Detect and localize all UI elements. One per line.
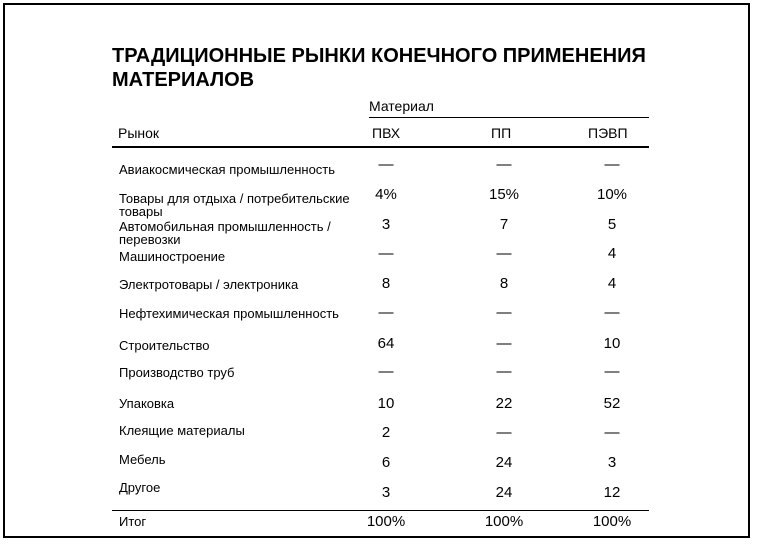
group-header-rule (369, 117, 649, 118)
cell-pp: — (496, 424, 512, 441)
cell-pp: 24 (495, 454, 513, 471)
total-hdpe: 100% (592, 513, 632, 530)
row-label: Товары для отдыха / потребительские товары (119, 191, 350, 219)
cell-hdpe: — (604, 424, 620, 441)
cell-pp: — (496, 245, 512, 262)
row-label: Клеящие материалы (119, 423, 245, 438)
page-title: ТРАДИЦИОННЫЕ РЫНКИ КОНЕЧНОГО ПРИМЕНЕНИЯ МАТЕРИАЛОВ (112, 45, 646, 91)
row-label: Производство труб (119, 365, 235, 380)
cell-pvc: 4% (375, 186, 397, 203)
cell-pp: 24 (495, 484, 513, 501)
total-pp: 100% (484, 513, 524, 530)
row-label: Строительство (119, 338, 210, 353)
cell-hdpe: 12 (603, 484, 621, 501)
row-label: Другое (119, 480, 161, 495)
cell-hdpe: — (604, 363, 620, 380)
row-label: Упаковка (119, 396, 175, 411)
row-label: Мебель (119, 452, 166, 467)
header-rule (112, 146, 649, 148)
cell-pvc: 2 (381, 424, 391, 441)
cell-hdpe: 4 (607, 245, 617, 262)
cell-hdpe: 3 (607, 454, 617, 471)
total-label: Итог (119, 514, 147, 529)
cell-pp: — (496, 335, 512, 352)
material-group-header: Материал (369, 98, 434, 114)
cell-hdpe: 4 (607, 275, 617, 292)
column-header-pvc: ПВХ (372, 125, 401, 141)
cell-pvc: 10 (377, 395, 395, 412)
cell-pvc: 64 (377, 335, 395, 352)
cell-pvc: 6 (381, 454, 391, 471)
cell-hdpe: 10 (603, 335, 621, 352)
cell-pp: 8 (499, 275, 509, 292)
cell-pvc: 8 (381, 275, 391, 292)
cell-pp: — (496, 363, 512, 380)
row-label: Электротовары / электроника (119, 277, 299, 292)
column-header-market: Рынок (118, 125, 160, 141)
cell-pp: 22 (495, 395, 513, 412)
row-label: Авиакосмическая промышленность (119, 162, 336, 177)
cell-pvc: — (378, 156, 394, 173)
cell-pvc: — (378, 304, 394, 321)
row-label: Автомобильная промышленность / перевозки (119, 219, 331, 247)
column-header-pp: ПП (491, 125, 512, 141)
total-pvc: 100% (366, 513, 406, 530)
total-rule (112, 510, 649, 511)
row-label: Машиностроение (119, 249, 226, 264)
cell-hdpe: 10% (596, 186, 628, 203)
cell-pp: 15% (488, 186, 520, 203)
cell-hdpe: — (604, 304, 620, 321)
cell-pp: — (496, 304, 512, 321)
cell-pvc: 3 (381, 216, 391, 233)
cell-pvc: 3 (381, 484, 391, 501)
cell-pp: — (496, 156, 512, 173)
column-header-hdpe: ПЭВП (588, 125, 628, 141)
cell-hdpe: 5 (607, 216, 617, 233)
cell-hdpe: 52 (603, 395, 621, 412)
cell-pvc: — (378, 363, 394, 380)
row-label: Нефтехимическая промышленность (119, 306, 339, 321)
cell-pp: 7 (499, 216, 509, 233)
cell-pvc: — (378, 245, 394, 262)
cell-hdpe: — (604, 156, 620, 173)
